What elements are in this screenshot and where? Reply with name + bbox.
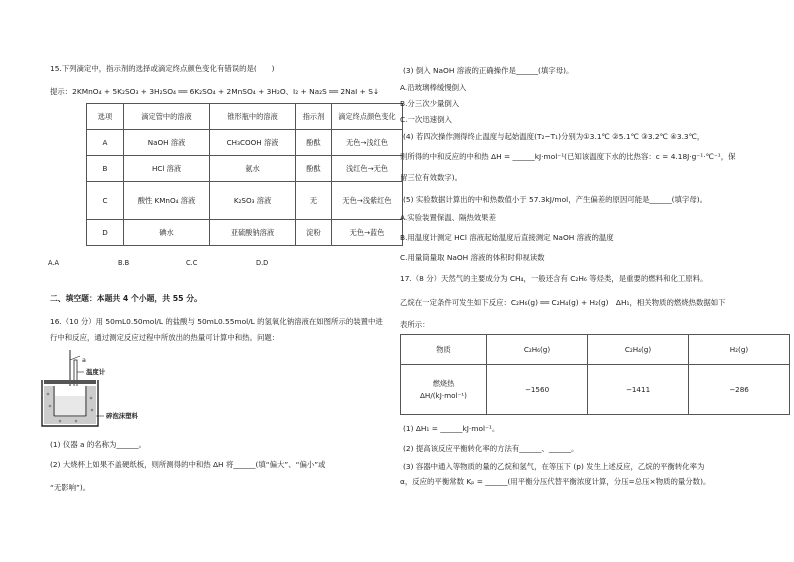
q15-cell: 酚酞 [296,130,332,156]
q17-header-substance: 物质 [401,335,487,365]
q15-option-b: B.B [118,259,130,267]
q17-cell: −286 [689,365,790,415]
table-row [87,156,403,182]
q15-cell: 氨水 [210,156,296,182]
q17-part3-line2: α，反应的平衡常数 Kₚ = ______(用平衡分压代替平衡浓度计算，分压=总压×物质的量分数)。 [400,477,711,486]
q15-header-burette: 滴定管中的溶液 [124,104,210,130]
q15-cell: 无色→蓝色 [332,220,403,246]
q15-option-a: A.A [48,259,60,267]
q16-part4-line2: 则所得的中和反应的中和热 ΔH = ______kJ·mol⁻¹(已知该温度下水的比热容：c = 4.18J·g⁻¹·℃⁻¹，保 [400,152,736,161]
q15-hint: 提示：2KMnO₄ + 5K₂SO₃ + 3H₂SO₄ ══ 6K₂SO₄ + 2MnSO₄ + 3H₂O、I₂ + Na₂S ══ 2NaI + S↓ [50,87,380,96]
q15-cell: 淀粉 [296,220,332,246]
q16-part2-line2: “无影响”)。 [50,483,91,492]
q16-part3: (3) 倒入 NaOH 溶液的正确操作是______(填字母)。 [403,66,574,75]
q15-cell: 酚酞 [296,156,332,182]
q15-cell: CH₃COOH 溶液 [210,130,296,156]
q15-stem: 15.下列滴定中，指示剂的选择或滴定终点颜色变化有错误的是( ) [50,64,275,73]
q16-part1: (1) 仪器 a 的名称为______。 [50,440,146,449]
q15-cell: 无色→浅紫红色 [332,182,403,220]
fig-label-a: a [82,356,86,364]
q16-stem-line1: 16.（10 分）用 50mL0.50mol/L 的盐酸与 50mL0.55mol/L 的氢氧化钠溶液在如图所示的装置中进 [50,317,383,326]
q17-header-c2h6: C₂H₆(g) [487,335,588,365]
q16-part3-option-c: C.一次迅速倒入 [400,115,452,124]
q16-part2-line1: (2) 大烧杯上如果不盖硬纸板，则所测得的中和热 ΔH 将______(填“偏大”、“偏小”或 [50,460,326,469]
q15-cell: K₂SO₃ 溶液 [210,182,296,220]
q15-cell: 无 [296,182,332,220]
section-heading: 二、填空题：本题共 4 个小题，共 55 分。 [50,294,202,303]
q16-part3-option-a: A.沿玻璃棒缓慢倒入 [400,83,467,92]
q17-stem-line3: 表所示： [400,320,430,329]
q16-part3-option-b: B.分三次少量倒入 [400,99,460,108]
q15-header-color: 滴定终点颜色变化 [332,104,403,130]
q16-stem-line2: 行中和反应，通过测定反应过程中所放出的热量可计算中和热。问题： [50,333,280,342]
q16-part4-line1: (4) 若四次操作测得终止温度与起始温度(T₂−T₁)分别为①3.1℃ ②5.1℃ ③3.2℃ ④3.3℃， [403,132,705,141]
q15-option-d: D.D [256,259,269,267]
q17-stem-line1: 17.（8 分）天然气的主要成分为 CH₄，一般还含有 C₂H₆ 等烃类，是重要的燃料和化工原料。 [400,274,708,283]
q17-row-label [401,365,487,415]
fig-label-thermometer: 温度计 [86,368,106,376]
q15-cell: D [87,220,124,246]
q15-header-option: 选项 [87,104,124,130]
q17-header-c2h4: C₂H₄(g) [588,335,689,365]
q17-row-label-1: 燃烧热 [432,378,455,388]
q17-cell: −1560 [487,365,588,415]
table-row [87,182,403,220]
q15-cell: 浅红色→无色 [332,156,403,182]
q15-cell: 无色→浅红色 [332,130,403,156]
q17-row-label-2: ΔH/(kJ·mol⁻¹) [420,390,467,400]
q15-cell: 酸性 KMnO₄ 溶液 [124,182,210,220]
q16-part5: (5) 实验数据计算出的中和热数值小于 57.3kJ/mol，产生偏差的原因可能是______(填字母)。 [403,195,708,204]
q17-part1: (1) ΔH₁ = ______kJ·mol⁻¹。 [403,424,500,433]
calorimeter-figure [36,350,116,430]
q15-cell: 亚硫酸钠溶液 [210,220,296,246]
q16-part5-option-c: C.用量筒量取 NaOH 溶液的体积时仰视读数 [400,253,545,262]
table-row [87,220,403,246]
q17-part3-line1: (3) 容器中通入等物质的量的乙烷和氢气，在等压下 (p) 发生上述反应，乙烷的平衡转化率为 [403,462,705,471]
q17-header-h2: H₂(g) [689,335,790,365]
q17-part2: (2) 提高该反应平衡转化率的方法有______、______。 [403,444,579,453]
q17-table [400,334,790,415]
q17-stem-line2: 乙烷在一定条件可发生如下反应：C₂H₆(g) ══ C₂H₄(g) + H₂(g) ΔH₁，相关物质的燃烧热数据如下 [400,298,726,307]
q15-cell: A [87,130,124,156]
q15-cell: 碘水 [124,220,210,246]
q15-cell: HCl 溶液 [124,156,210,182]
q15-cell: B [87,156,124,182]
q15-cell: C [87,182,124,220]
table-row [401,365,790,415]
q15-cell: NaOH 溶液 [124,130,210,156]
fig-label-foam: 碎泡沫塑料 [106,412,138,420]
q15-header-indicator: 指示剂 [296,104,332,130]
q16-part5-option-a: A.实验装置保温、隔热效果差 [400,213,496,222]
q17-cell: −1411 [588,365,689,415]
q15-table [86,103,403,246]
q15-option-c: C.C [186,259,198,267]
q16-part4-line3: 留三位有效数字)。 [400,173,463,182]
q15-header-flask: 锥形瓶中的溶液 [210,104,296,130]
table-row [87,130,403,156]
q16-part5-option-b: B.用温度计测定 HCl 溶液起始温度后直接测定 NaOH 溶液的温度 [400,233,614,242]
